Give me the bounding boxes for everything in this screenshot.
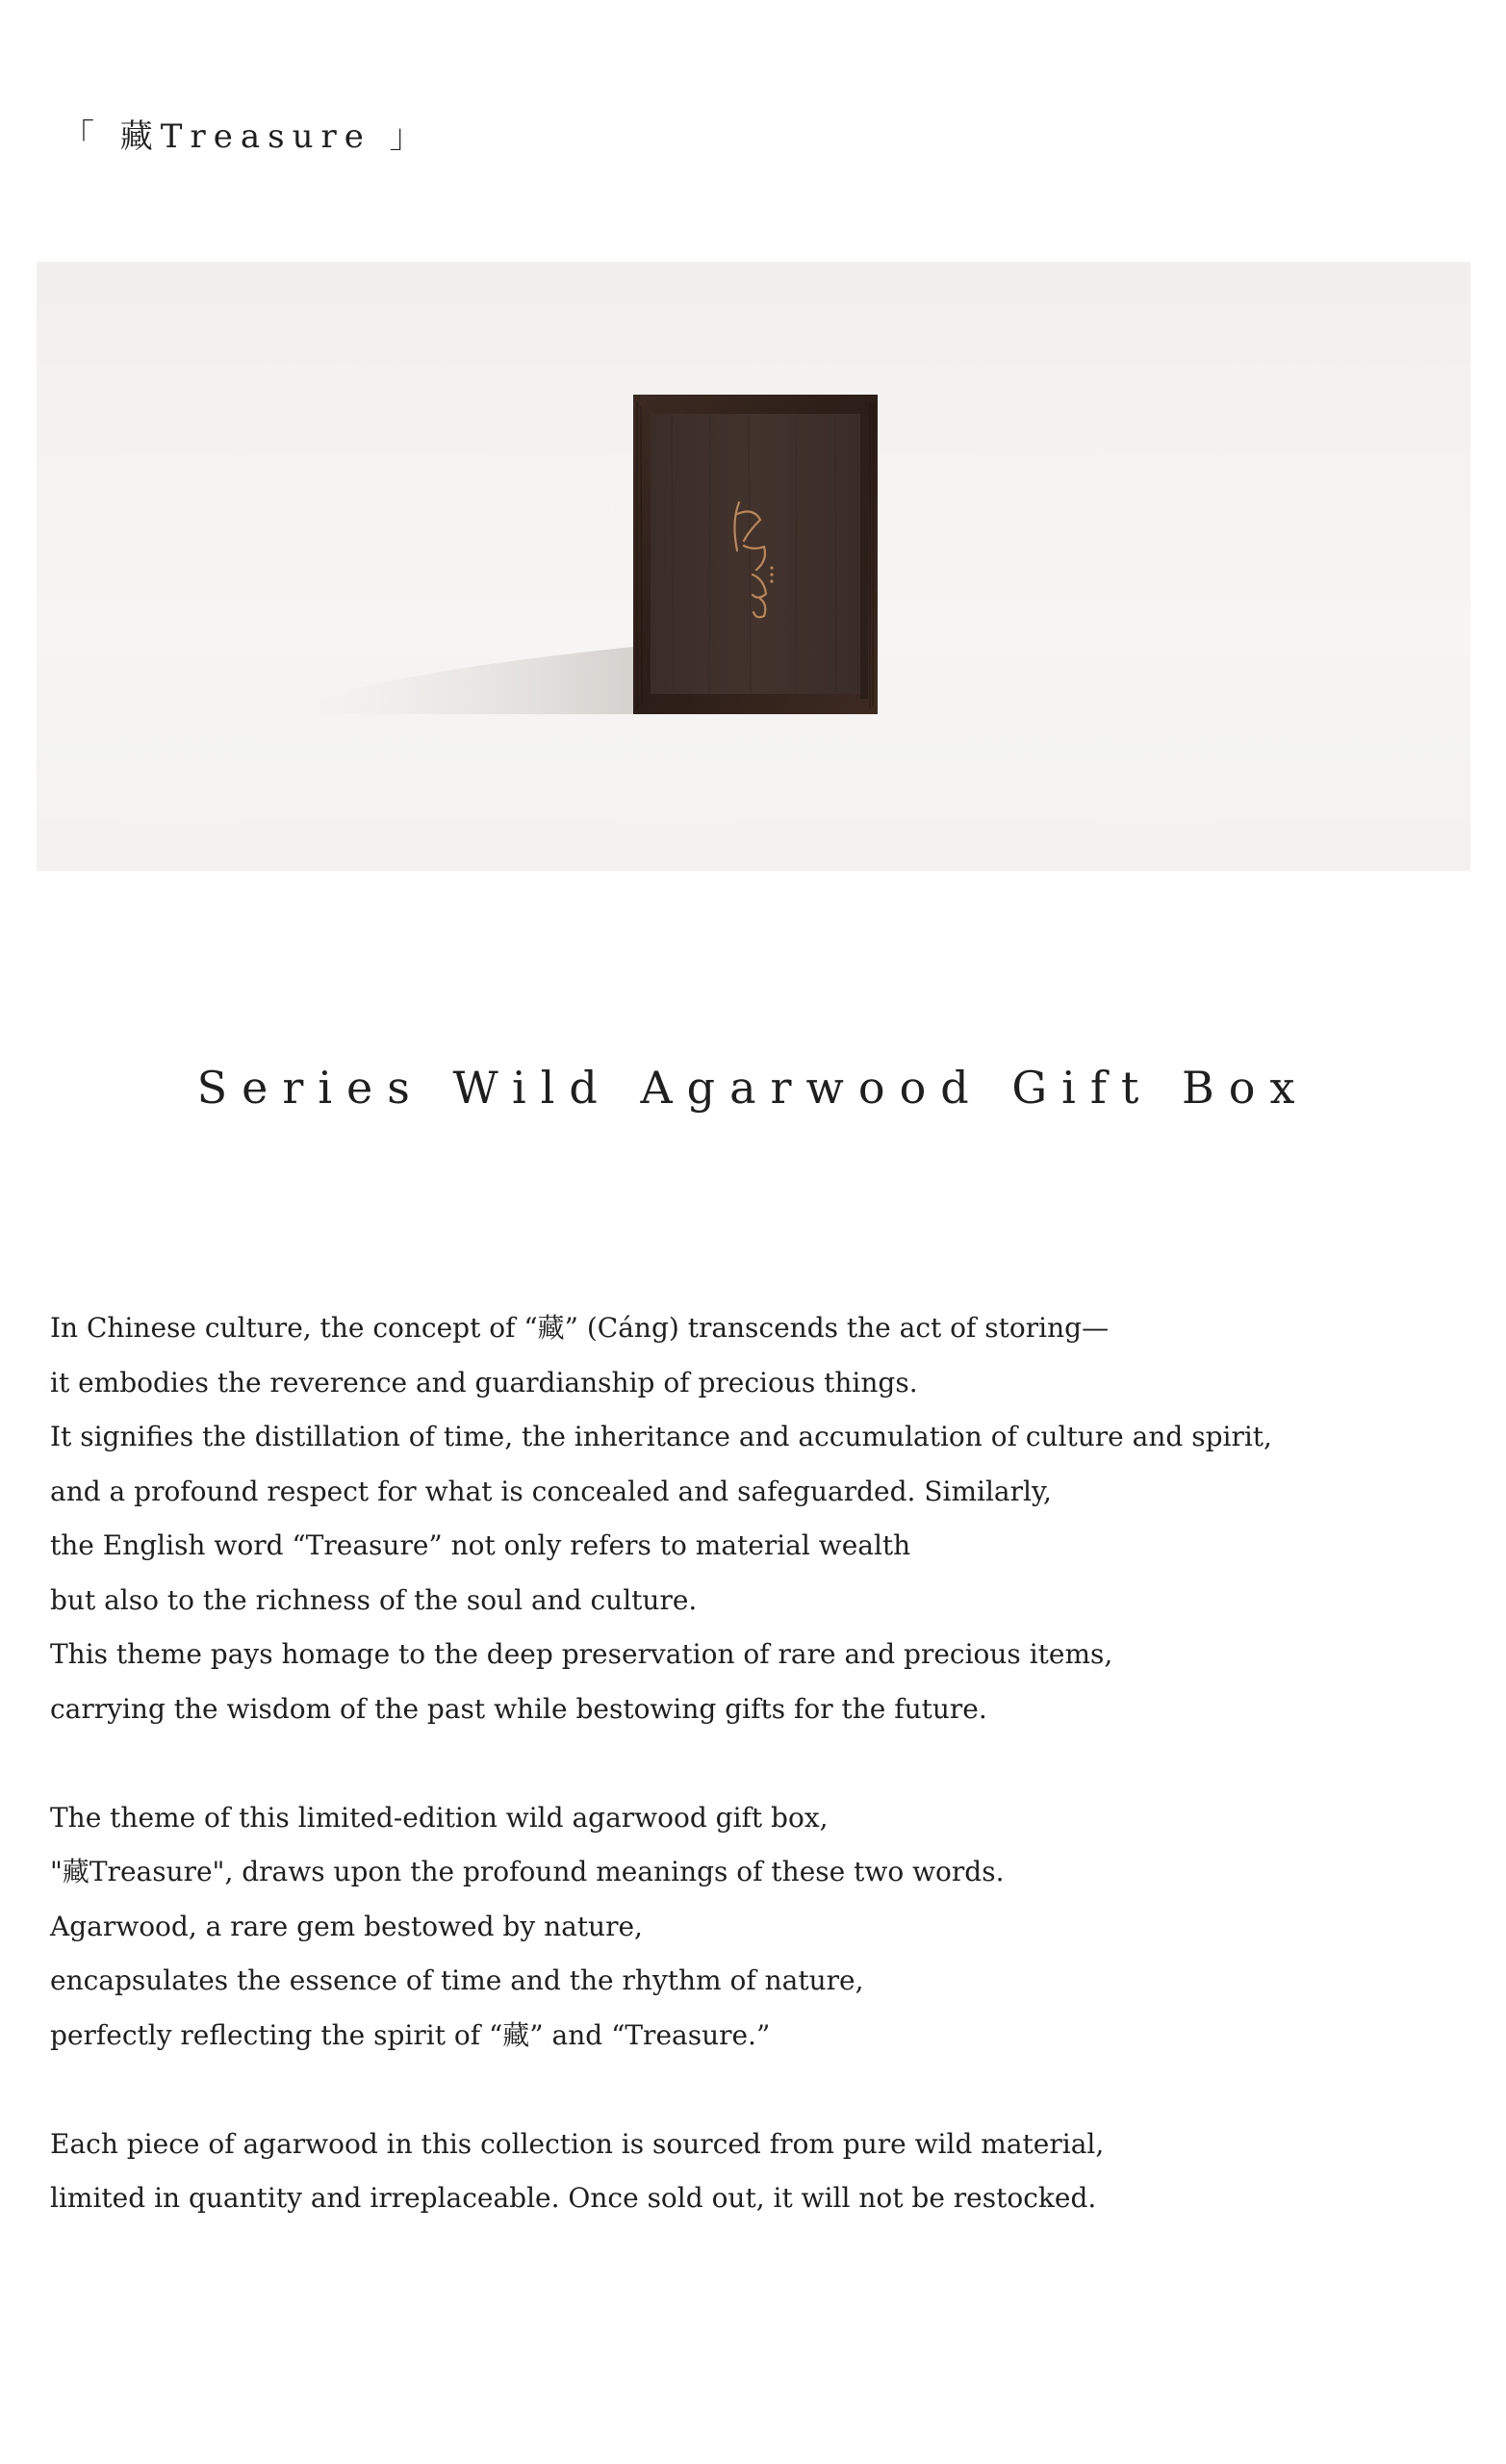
text-line: the English word “Treasure” not only refers to material wealth — [50, 1529, 911, 1561]
text-line: Agarwood, a rare gem bestowed by nature, — [50, 1910, 643, 1942]
text-line: it embodies the reverence and guardianship of precious things. — [50, 1366, 918, 1399]
text-line: The theme of this limited-edition wild agarwood gift box, — [50, 1801, 829, 1834]
text-line: carrying the wisdom of the past while bestowing gifts for the future. — [50, 1692, 987, 1725]
text-line: Each piece of agarwood in this collection is sourced from pure wild material, — [50, 2127, 1105, 2160]
series-title: Series Wild Agarwood Gift Box — [196, 1062, 1310, 1114]
brand-label: 「 藏Treasure 」 — [62, 117, 430, 156]
text-line: In Chinese culture, the concept of “藏” (Cáng) transcends the act of storing— — [50, 1312, 1110, 1344]
text-line: but also to the richness of the soul and culture. — [50, 1583, 698, 1616]
paragraph-sourcing — [50, 2118, 1397, 2226]
text-line: perfectly reflecting the spirit of “藏” and “Treasure.” — [50, 2018, 771, 2051]
text-line: and a profound respect for what is concealed and safeguarded. Similarly, — [50, 1475, 1052, 1507]
hero-image — [37, 262, 1470, 871]
text-line: limited in quantity and irreplaceable. Once sold out, it will not be restocked. — [50, 2182, 1097, 2214]
text-line: It signifies the distillation of time, the inheritance and accumulation of culture and spirit, — [50, 1421, 1272, 1452]
text-line: This theme pays homage to the deep preservation of rare and precious items, — [50, 1638, 1113, 1670]
text-line: "藏Treasure", draws upon the profound meanings of these two words. — [50, 1856, 1005, 1887]
description-text — [50, 1301, 1397, 2280]
paragraph-theme — [50, 1791, 1397, 2064]
gift-box-illustration — [37, 262, 1470, 871]
text-line: encapsulates the essence of time and the rhythm of nature, — [50, 1964, 864, 1996]
paragraph-intro — [50, 1301, 1397, 1736]
